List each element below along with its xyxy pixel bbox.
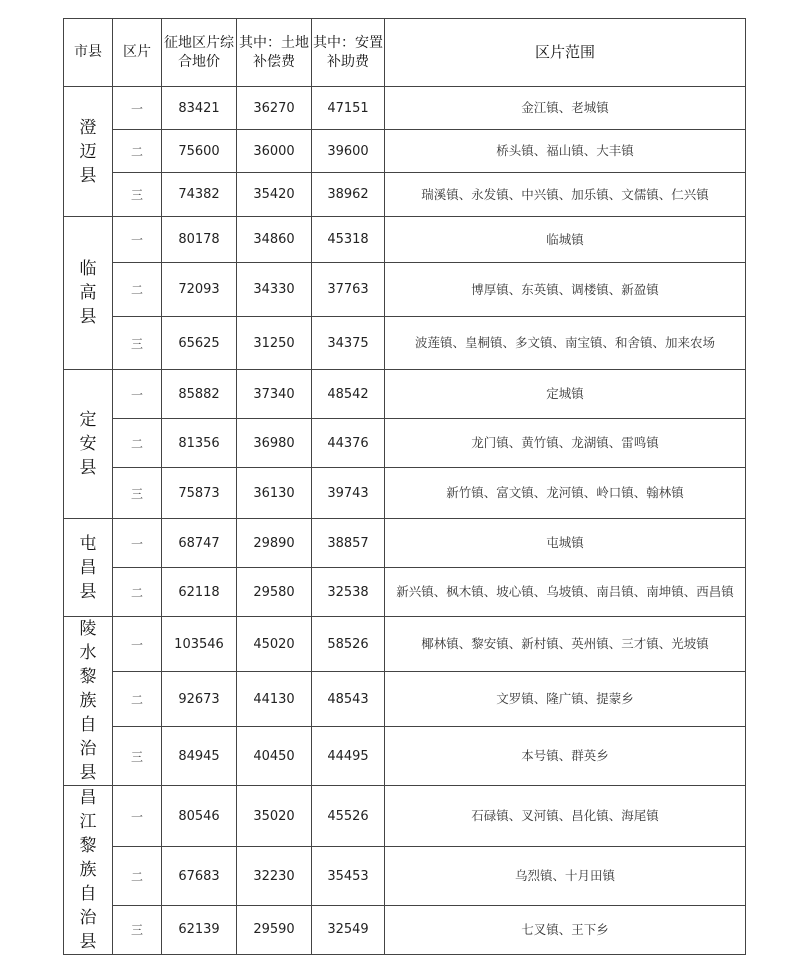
price-cell: 85882 — [162, 370, 237, 419]
county-name-cell — [64, 617, 113, 786]
county-name: 昌江黎族自治县 — [79, 788, 97, 952]
resettlement-subsidy-cell: 39600 — [312, 130, 385, 173]
zone-range-cell: 龙门镇、黄竹镇、龙湖镇、雷鸣镇 — [385, 419, 746, 468]
header-resettlement-subsidy: 其中：安置补助费 — [312, 19, 385, 87]
price-cell: 75600 — [162, 130, 237, 173]
resettlement-subsidy-cell: 32538 — [312, 568, 385, 617]
county-name-cell — [64, 519, 113, 617]
resettlement-subsidy-cell: 45526 — [312, 786, 385, 847]
zone-range-cell: 定城镇 — [385, 370, 746, 419]
price-cell: 81356 — [162, 419, 237, 468]
zone-cell: 一 — [113, 519, 162, 568]
price-cell: 68747 — [162, 519, 237, 568]
land-compensation-cell: 29890 — [237, 519, 312, 568]
land-compensation-cell: 36270 — [237, 87, 312, 130]
land-compensation-cell: 35420 — [237, 173, 312, 217]
resettlement-subsidy-cell: 48543 — [312, 672, 385, 727]
county-name: 陵水黎族自治县 — [79, 619, 97, 783]
land-price-table — [63, 18, 746, 955]
land-compensation-cell: 36980 — [237, 419, 312, 468]
price-cell: 92673 — [162, 672, 237, 727]
zone-range-cell: 金江镇、老城镇 — [385, 87, 746, 130]
table-row — [64, 217, 746, 263]
zone-range-cell: 石碌镇、叉河镇、昌化镇、海尾镇 — [385, 786, 746, 847]
zone-range-cell: 七叉镇、王下乡 — [385, 905, 746, 954]
zone-cell: 一 — [113, 87, 162, 130]
table-row — [64, 370, 746, 419]
table-row — [64, 87, 746, 130]
land-compensation-cell: 29590 — [237, 905, 312, 954]
zone-cell: 三 — [113, 317, 162, 370]
land-compensation-cell: 31250 — [237, 317, 312, 370]
land-compensation-cell: 44130 — [237, 672, 312, 727]
table-row — [64, 173, 746, 217]
land-compensation-cell: 36130 — [237, 468, 312, 519]
resettlement-subsidy-cell: 35453 — [312, 847, 385, 905]
table-row — [64, 130, 746, 173]
county-name-cell — [64, 217, 113, 370]
price-cell: 84945 — [162, 727, 237, 786]
land-compensation-cell: 36000 — [237, 130, 312, 173]
county-name: 临高县 — [79, 259, 97, 327]
table-row — [64, 317, 746, 370]
zone-cell: 二 — [113, 130, 162, 173]
resettlement-subsidy-cell: 38857 — [312, 519, 385, 568]
price-cell: 72093 — [162, 263, 237, 317]
resettlement-subsidy-cell: 47151 — [312, 87, 385, 130]
header-land-compensation: 其中：土地补偿费 — [237, 19, 312, 87]
price-cell: 74382 — [162, 173, 237, 217]
county-name-cell — [64, 786, 113, 955]
resettlement-subsidy-cell: 37763 — [312, 263, 385, 317]
table-row — [64, 847, 746, 905]
resettlement-subsidy-cell: 34375 — [312, 317, 385, 370]
table-row — [64, 786, 746, 847]
zone-range-cell: 瑞溪镇、永发镇、中兴镇、加乐镇、文儒镇、仁兴镇 — [385, 173, 746, 217]
table-row — [64, 263, 746, 317]
land-compensation-cell: 40450 — [237, 727, 312, 786]
resettlement-subsidy-cell: 44495 — [312, 727, 385, 786]
table-body — [64, 87, 746, 955]
county-name: 澄迈县 — [79, 117, 97, 186]
land-compensation-cell: 32230 — [237, 847, 312, 905]
zone-cell: 三 — [113, 905, 162, 954]
zone-cell: 一 — [113, 217, 162, 263]
zone-range-cell: 波莲镇、皇桐镇、多文镇、南宝镇、和舍镇、加来农场 — [385, 317, 746, 370]
zone-cell: 二 — [113, 568, 162, 617]
zone-cell: 二 — [113, 263, 162, 317]
zone-range-cell: 博厚镇、东英镇、调楼镇、新盈镇 — [385, 263, 746, 317]
zone-range-cell: 本号镇、群英乡 — [385, 727, 746, 786]
resettlement-subsidy-cell: 48542 — [312, 370, 385, 419]
zone-cell: 三 — [113, 468, 162, 519]
land-compensation-cell: 34860 — [237, 217, 312, 263]
zone-cell: 二 — [113, 847, 162, 905]
price-cell: 83421 — [162, 87, 237, 130]
land-compensation-cell: 45020 — [237, 617, 312, 672]
header-zone-range: 区片范围 — [385, 19, 746, 87]
table-row — [64, 419, 746, 468]
resettlement-subsidy-cell: 45318 — [312, 217, 385, 263]
zone-cell: 三 — [113, 727, 162, 786]
land-compensation-cell: 35020 — [237, 786, 312, 847]
price-cell: 75873 — [162, 468, 237, 519]
table-row — [64, 519, 746, 568]
zone-cell: 二 — [113, 672, 162, 727]
zone-range-cell: 椰林镇、黎安镇、新村镇、英州镇、三才镇、光坡镇 — [385, 617, 746, 672]
price-cell: 62118 — [162, 568, 237, 617]
table-row — [64, 672, 746, 727]
county-name: 屯昌县 — [79, 533, 97, 602]
price-cell: 62139 — [162, 905, 237, 954]
resettlement-subsidy-cell: 32549 — [312, 905, 385, 954]
zone-range-cell: 新竹镇、富文镇、龙河镇、岭口镇、翰林镇 — [385, 468, 746, 519]
county-name-cell — [64, 370, 113, 519]
table-row — [64, 568, 746, 617]
resettlement-subsidy-cell: 58526 — [312, 617, 385, 672]
zone-range-cell: 屯城镇 — [385, 519, 746, 568]
land-compensation-cell: 29580 — [237, 568, 312, 617]
resettlement-subsidy-cell: 39743 — [312, 468, 385, 519]
resettlement-subsidy-cell: 38962 — [312, 173, 385, 217]
table-row — [64, 468, 746, 519]
price-cell: 103546 — [162, 617, 237, 672]
zone-cell: 一 — [113, 786, 162, 847]
resettlement-subsidy-cell: 44376 — [312, 419, 385, 468]
zone-range-cell: 新兴镇、枫木镇、坡心镇、乌坡镇、南吕镇、南坤镇、西昌镇 — [385, 568, 746, 617]
zone-range-cell: 桥头镇、福山镇、大丰镇 — [385, 130, 746, 173]
price-cell: 80546 — [162, 786, 237, 847]
header-zone: 区片 — [113, 19, 162, 87]
land-compensation-cell: 37340 — [237, 370, 312, 419]
zone-cell: 一 — [113, 370, 162, 419]
zone-cell: 二 — [113, 419, 162, 468]
price-cell: 65625 — [162, 317, 237, 370]
county-name: 定安县 — [79, 410, 97, 478]
price-cell: 67683 — [162, 847, 237, 905]
zone-range-cell: 文罗镇、隆广镇、提蒙乡 — [385, 672, 746, 727]
header-county: 市县 — [64, 19, 113, 87]
zone-range-cell: 乌烈镇、十月田镇 — [385, 847, 746, 905]
header-price: 征地区片综合地价 — [162, 19, 237, 87]
price-cell: 80178 — [162, 217, 237, 263]
zone-cell: 三 — [113, 173, 162, 217]
table-row — [64, 727, 746, 786]
land-compensation-cell: 34330 — [237, 263, 312, 317]
zone-cell: 一 — [113, 617, 162, 672]
county-name-cell — [64, 87, 113, 217]
header-row — [64, 19, 746, 87]
table-row — [64, 617, 746, 672]
zone-range-cell: 临城镇 — [385, 217, 746, 263]
